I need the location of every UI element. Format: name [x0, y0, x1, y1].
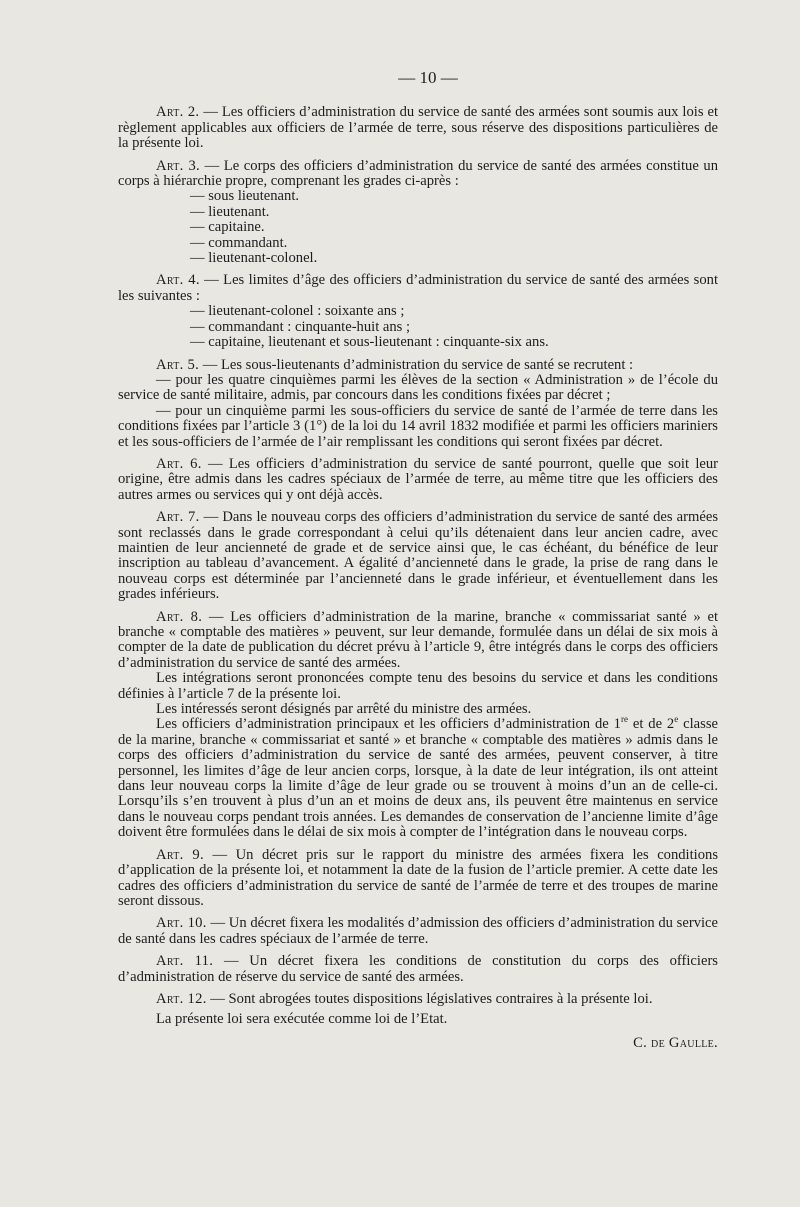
article-label: Art. 5.: [156, 356, 200, 373]
list-item: — capitaine, lieutenant et sous-lieutenant : cinquante-six ans.: [190, 334, 549, 351]
article-label: Art. 12.: [156, 990, 207, 1007]
text-run: classe de la marine, branche « commissariat et santé » et branche « comptable des matières » admis dans le corps des officiers d’administration du service de santé des armées, peuvent conserver, à titre personnel, les limites d’âge de leur ancien corps, lorsque, à la date de leur intégration, ils ont atteint dans leur nouveau corps la limite d’âge de leur grade ou se trouvent à moins d’un an de celle-ci. Lorsqu’ils s’en trouvent à plus d’un an et moins de deux ans, ils peuvent être maintenus en service dans le nouveau corps pendant trois années. Les demandes de conservation de l’ancienne limite d’âge doivent être formulées dans le délai de six mois à compter de l’intégration dans le nouveau corps.: [118, 716, 718, 841]
article-label: Art. 2.: [156, 104, 200, 121]
article-label: Art. 8.: [156, 608, 203, 625]
article-8-body: [118, 610, 718, 672]
article-5: [118, 358, 718, 450]
list-item: — lieutenant-colonel.: [190, 250, 318, 267]
article-text: — Les sous-lieutenants d’administration du service de santé se recrutent :: [199, 356, 634, 373]
article-3-body: [118, 159, 718, 190]
superscript: re: [620, 714, 628, 725]
article-10-body: [118, 916, 718, 947]
article-8-paragraph: [118, 714, 718, 841]
list-item: — lieutenant-colonel : soixante ans ;: [190, 303, 405, 320]
grades-list: [118, 189, 718, 266]
signature: C. de Gaulle.: [633, 1034, 718, 1051]
article-text: — Un décret fixera les conditions de constitution du corps des officiers d’administration de réserve du service de santé des armées.: [118, 953, 718, 985]
list-item: — lieutenant.: [190, 203, 270, 220]
article-text: — Un décret pris sur le rapport du ministre des armées fixera les conditions d’application de la présente loi, et notamment la date de la fusion de l’article premier. A cette date les cadres des officiers d’administration du service de santé de l’armée de terre et des troupes de marine seront dissous.: [118, 846, 718, 909]
text-run: Les officiers d’administration principaux et les officiers d’administration de 1: [156, 716, 621, 733]
list-item: — commandant : cinquante-huit ans ;: [190, 318, 411, 335]
article-3: [118, 159, 718, 267]
list-item: — sous lieutenant.: [190, 188, 300, 205]
list-item: — commandant.: [190, 234, 288, 251]
text-run: et de 2: [627, 716, 675, 733]
article-text: — Un décret fixera les modalités d’admission des officiers d’administration du service de santé dans les cadres spéciaux de l’armée de terre.: [118, 915, 718, 947]
article-text: — Sont abrogées toutes dispositions législatives contraires à la présente loi.: [206, 990, 653, 1007]
article-12: [118, 992, 718, 1028]
article-text: — Les officiers d’administration du service de santé pourront, quelle que soit leur origine, être admis dans les cadres spéciaux de l’armée de terre, au même titre que les officiers des autres armes ou services qui y ont déjà accès.: [118, 455, 719, 503]
article-4: [118, 273, 718, 350]
article-label: Art. 6.: [156, 455, 202, 472]
article-text: — Dans le nouveau corps des officiers d’administration du service de santé des armées sont reclassés dans le grade correspondant à celui qu’ils détenaient dans leur ancien cadre, avec maintien de leur ancienneté de grade et de service ainsi que, le cas échéant, du bénéfice de leur inscription au tableau d’avancement. A égalité d’ancienneté dans le grade, la prise de rang dans le nouveau corps est déterminée par l’ancienneté dans le grade inférieur, et éventuellement dans les grades inférieurs.: [118, 509, 718, 603]
article-7-body: [118, 510, 718, 602]
article-8: [118, 610, 718, 841]
article-text: — Les officiers d’administration de la marine, branche « commissariat santé » et branche « comptable des matières » peuvent, sur leur demande, formulée dans un délai de six mois à compter de la date de publication du décret prévu à l’article 9, être intégrés dans le corps des officiers d’administration du service de santé des armées.: [118, 608, 719, 671]
superscript: e: [674, 714, 679, 725]
article-8-paragraph: Les intégrations seront prononcées compte tenu des besoins du service et dans les conditions définies à l’article 7 de la présente loi.: [118, 670, 718, 702]
article-9-body: [118, 848, 718, 910]
article-2-body: [118, 105, 718, 151]
article-label: Art. 4.: [156, 272, 200, 289]
article-label: Art. 9.: [156, 846, 204, 863]
article-11: [118, 954, 718, 985]
article-10: [118, 916, 718, 947]
article-5-body: [118, 358, 718, 373]
article-label: Art. 10.: [156, 915, 207, 932]
article-label: Art. 11.: [156, 953, 214, 970]
age-limits-list: [118, 304, 718, 350]
article-6: [118, 457, 718, 503]
article-5-paragraph: — pour un cinquième parmi les sous-officiers du service de santé de l’armée de terre dans les conditions fixées par l’article 3 (1°) de la loi du 14 avril 1832 modifiée et parmi les officiers mariniers et les sous-officiers de l’armée de l’air remplissant les conditions qui seront fixées par décret.: [118, 402, 718, 450]
article-12-body: [118, 992, 718, 1007]
article-text: — Les limites d’âge des officiers d’administration du service de santé des armées sont les suivantes :: [118, 272, 718, 304]
page-number: — 10 —: [398, 68, 458, 87]
article-11-body: [118, 954, 718, 985]
article-6-body: [118, 457, 718, 503]
article-text: — Le corps des officiers d’administration du service de santé des armées constitue un corps à hiérarchie propre, comprenant les grades ci-après :: [118, 157, 718, 190]
article-label: Art. 3.: [156, 157, 201, 174]
article-8-paragraph: Les intéressés seront désignés par arrêté du ministre des armées.: [156, 701, 532, 718]
article-5-paragraph: — pour les quatre cinquièmes parmi les élèves de la section « Administration » de l’école du service de santé militaire, admis, par concours dans les conditions fixées par décret ;: [118, 371, 718, 404]
article-label: Art. 7.: [156, 509, 200, 526]
article-9: [118, 848, 718, 910]
article-text: — Les officiers d’administration du service de santé des armées sont soumis aux lois et règlement applicables aux officiers de l’armée de terre, sous réserve des dispositions particulières de la présente loi.: [118, 104, 718, 152]
article-4-body: [118, 273, 718, 304]
article-7: [118, 510, 718, 602]
list-item: — capitaine.: [190, 219, 265, 236]
article-2: [118, 105, 718, 151]
closing-line: La présente loi sera exécutée comme loi de l’Etat.: [156, 1011, 448, 1028]
